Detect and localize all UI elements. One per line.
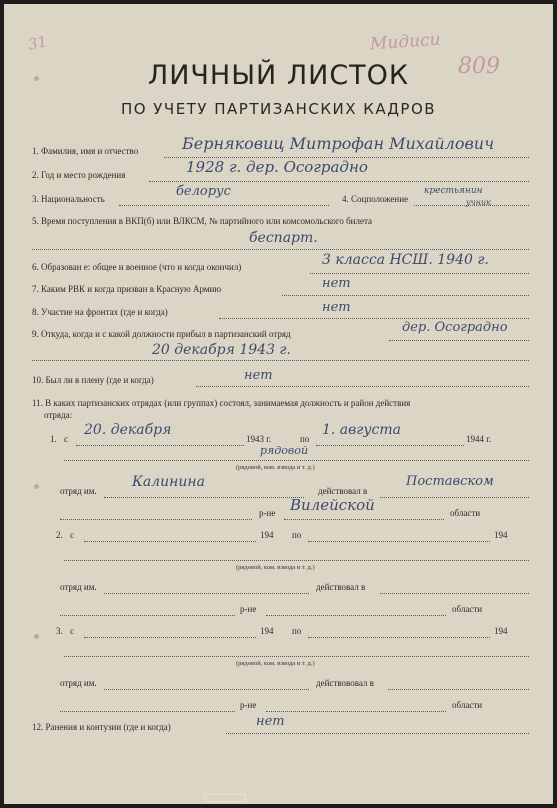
entry-2-region-label: области xyxy=(452,604,483,614)
field-label-social: 4. Соцположение xyxy=(342,194,409,204)
field-value-social-2: учник xyxy=(466,198,491,207)
entry-1-number: 1. xyxy=(50,434,57,444)
entry-1-to-label: по xyxy=(300,434,310,444)
field-line xyxy=(380,497,529,498)
field-line xyxy=(104,497,304,498)
entry-1-region-label: области xyxy=(450,508,481,518)
entry-1-from-year: 1943 г. xyxy=(246,434,272,444)
field-line xyxy=(389,340,529,341)
entry-2-from-label: с xyxy=(70,530,74,540)
field-value-wounds: нет xyxy=(256,714,285,729)
field-line xyxy=(380,593,529,594)
scan-artifact xyxy=(204,794,246,802)
field-line xyxy=(119,205,329,206)
field-line xyxy=(266,711,446,712)
field-line xyxy=(219,318,529,319)
entry-3-from-label: с xyxy=(70,626,74,636)
field-label-nationality: 3. Национальность xyxy=(32,194,105,204)
field-value-arrival: дер. Осоградно xyxy=(402,320,508,335)
field-label-party: 5. Время поступления в ВКП(б) или ВЛКСМ, № партийного или комсомольского билета xyxy=(32,216,372,226)
entry-3-region-label: области xyxy=(452,700,483,710)
field-line xyxy=(64,460,529,461)
field-line xyxy=(196,386,529,387)
entry-3-to-year: 194 xyxy=(494,626,508,636)
field-label-captivity: 10. Был ли в плену (где и когда) xyxy=(32,375,154,385)
field-line xyxy=(60,519,252,520)
field-label-conscription: 7. Каким РВК и когда призван в Красную Армию xyxy=(32,284,222,294)
field-value-education: 3 класса НСШ. 1940 г. xyxy=(322,252,489,268)
field-line xyxy=(32,360,529,361)
entry-1-unit-label: отряд им. xyxy=(60,486,97,496)
corner-number-right: 809 xyxy=(458,54,500,79)
field-value-nationality: белорус xyxy=(176,184,231,199)
field-label-arrival: 9. Откуда, когда и с какой должности прибыл в партизанский отряд xyxy=(32,329,291,339)
entry-1-acted-in: Поставском xyxy=(406,474,494,489)
field-line xyxy=(84,541,256,542)
corner-note-right: Мидиси xyxy=(369,29,442,55)
document-page xyxy=(4,4,553,804)
field-line xyxy=(60,711,235,712)
field-line xyxy=(284,519,444,520)
field-line xyxy=(60,615,235,616)
field-line xyxy=(282,295,529,296)
field-value-arrival-date: 20 декабря 1943 г. xyxy=(152,342,291,358)
field-value-birth: 1928 г. дер. Осоградно xyxy=(186,158,368,176)
entry-1-from-day: 20. декабря xyxy=(84,422,172,438)
field-label-education: 6. Образован е: общее и военное (что и когда окончил) xyxy=(32,262,242,272)
field-value-fronts: нет xyxy=(322,300,351,315)
entry-3-number: 3. xyxy=(56,626,63,636)
field-value-name: Берняковиц Митрофан Михайлович xyxy=(182,134,495,153)
field-line xyxy=(104,689,309,690)
entry-2-from-year: 194 xyxy=(260,530,274,540)
entry-2-district-label: р-не xyxy=(240,604,257,614)
field-line xyxy=(32,249,529,250)
entry-2-position-hint: (рядовой, ком. взвода и т. д.) xyxy=(236,564,315,571)
entry-3-to-label: по xyxy=(292,626,302,636)
entry-1-district: Вилейской xyxy=(290,496,375,514)
entry-2-to-year: 194 xyxy=(494,530,508,540)
entry-1-acted-label: действовал в xyxy=(318,486,368,496)
entry-1-to-year: 1944 г. xyxy=(466,434,492,444)
field-line xyxy=(64,656,529,657)
field-line xyxy=(388,689,529,690)
field-label-units-2: отряда: xyxy=(44,410,73,420)
field-line xyxy=(84,637,256,638)
punch-hole xyxy=(34,634,39,639)
entry-3-from-year: 194 xyxy=(260,626,274,636)
field-label-wounds: 12. Ранения и контузии (где и когда) xyxy=(32,722,171,732)
document-title: ЛИЧНЫЙ ЛИСТОК xyxy=(147,60,410,91)
field-line xyxy=(266,615,446,616)
entry-1-unit: Калинина xyxy=(132,474,205,490)
entry-1-to-day: 1. августа xyxy=(322,422,401,438)
field-value-conscription: нет xyxy=(322,276,351,291)
field-line xyxy=(310,273,529,274)
entry-3-unit-label: отряд им. xyxy=(60,678,97,688)
entry-2-to-label: по xyxy=(292,530,302,540)
field-label-birth: 2. Год и место рождения xyxy=(32,170,126,180)
field-line xyxy=(316,445,464,446)
corner-number-left: 31 xyxy=(26,32,49,54)
entry-3-position-hint: (рядовой, ком. взвода и т. д.) xyxy=(236,660,315,667)
entry-1-district-label: р-не xyxy=(259,508,276,518)
entry-2-number: 2. xyxy=(56,530,63,540)
entry-2-unit-label: отряд им. xyxy=(60,582,97,592)
field-value-social: крестьянин xyxy=(424,186,483,196)
field-label-name: 1. Фамилия, имя и отчество xyxy=(32,146,139,156)
entry-1-position: рядовой xyxy=(260,444,309,457)
field-label-units: 11. В каких партизанских отрядах (или группах) состоял, занимаемая должность и район действия xyxy=(32,398,411,408)
entry-1-position-hint: (рядовой, ком. взвода и т. д.) xyxy=(236,464,315,471)
entry-1-from-label: с xyxy=(64,434,68,444)
field-line xyxy=(64,560,529,561)
document-subtitle: ПО УЧЕТУ ПАРТИЗАНСКИХ КАДРОВ xyxy=(120,100,437,118)
field-line xyxy=(104,593,309,594)
punch-hole xyxy=(34,484,39,489)
field-line xyxy=(149,181,529,182)
entry-3-acted-label: действововал в xyxy=(316,678,374,688)
field-value-captivity: нет xyxy=(244,368,273,383)
entry-3-district-label: р-не xyxy=(240,700,257,710)
field-value-party: беспарт. xyxy=(249,230,318,246)
field-line xyxy=(76,445,244,446)
field-line xyxy=(308,637,490,638)
field-label-fronts: 8. Участие на фронтах (где и когда) xyxy=(32,307,168,317)
field-line xyxy=(226,733,529,734)
entry-2-acted-label: действовал в xyxy=(316,582,366,592)
field-line xyxy=(308,541,490,542)
